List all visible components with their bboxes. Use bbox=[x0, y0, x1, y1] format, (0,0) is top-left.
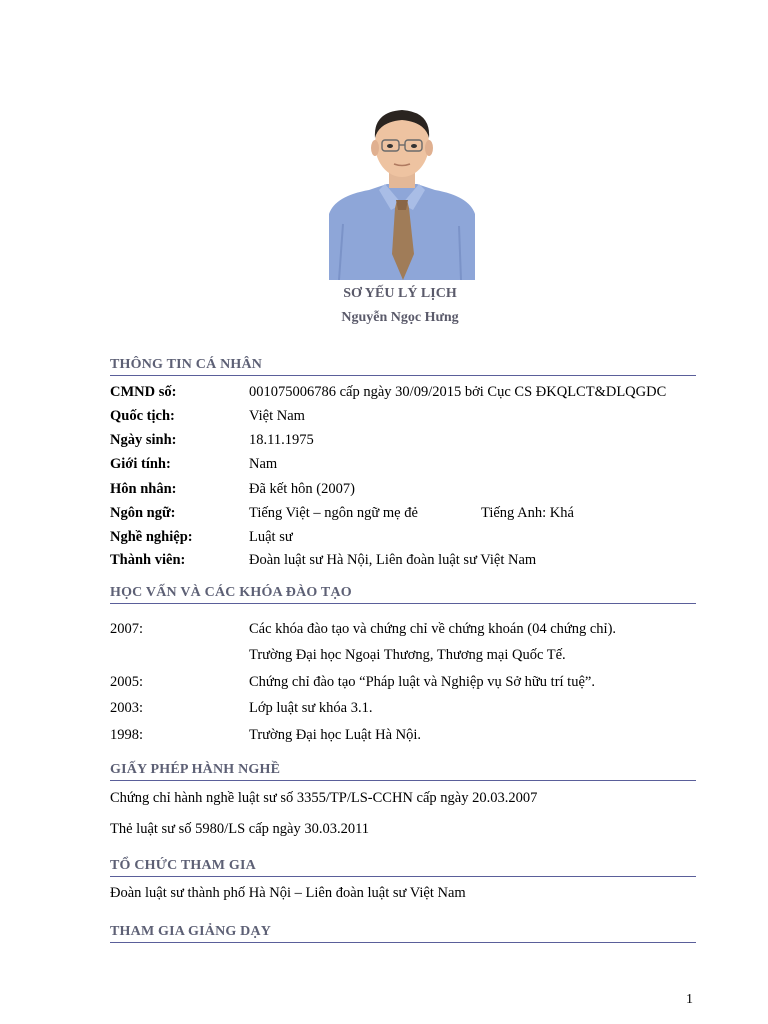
info-row-language bbox=[110, 505, 710, 525]
info-label: Thành viên: bbox=[110, 552, 186, 568]
info-label: Ngôn ngữ: bbox=[110, 505, 176, 521]
info-label: Ngày sinh: bbox=[110, 432, 177, 448]
education-detail: Lớp luật sư khóa 3.1. bbox=[249, 700, 373, 716]
info-row-membership bbox=[110, 552, 710, 572]
info-value: Tiếng Việt – ngôn ngữ mẹ đẻ bbox=[249, 505, 418, 521]
info-value: 18.11.1975 bbox=[249, 432, 314, 448]
education-detail: Trường Đại học Ngoại Thương, Thương mại Quốc Tế. bbox=[249, 647, 566, 663]
education-row bbox=[110, 647, 710, 667]
info-value: Việt Nam bbox=[249, 408, 305, 424]
education-row bbox=[110, 700, 710, 720]
info-value: Luật sư bbox=[249, 529, 293, 545]
info-row-nationality bbox=[110, 408, 710, 428]
info-value: Nam bbox=[249, 456, 278, 472]
education-row bbox=[110, 674, 710, 694]
page-number: 1 bbox=[686, 992, 693, 1007]
section-heading-license: GIẤY PHÉP HÀNH NGHỀ bbox=[110, 762, 696, 781]
education-year: 2003: bbox=[110, 700, 144, 716]
education-row bbox=[110, 621, 710, 641]
education-detail: Các khóa đào tạo và chứng chỉ về chứng khoán (04 chứng chỉ). bbox=[249, 621, 617, 637]
education-row bbox=[110, 727, 710, 747]
organization-line: Đoàn luật sư thành phố Hà Nội – Liên đoàn luật sư Việt Nam bbox=[110, 885, 466, 901]
section-heading-personal: THÔNG TIN CÁ NHÂN bbox=[110, 357, 696, 376]
info-label: CMND số: bbox=[110, 384, 177, 400]
info-row-occupation bbox=[110, 529, 710, 549]
portrait-photo bbox=[329, 104, 475, 280]
info-value-extra: Tiếng Anh: Khá bbox=[481, 505, 574, 521]
info-value: 001075006786 cấp ngày 30/09/2015 bởi Cục CS ĐKQLCT&DLQGDC bbox=[249, 384, 667, 400]
section-heading-education: HỌC VẤN VÀ CÁC KHÓA ĐÀO TẠO bbox=[110, 585, 696, 604]
info-value: Đã kết hôn (2007) bbox=[249, 481, 355, 497]
license-line: Thẻ luật sư số 5980/LS cấp ngày 30.03.2011 bbox=[110, 821, 370, 837]
info-row-birthdate bbox=[110, 432, 710, 452]
info-value: Đoàn luật sư Hà Nội, Liên đoàn luật sư Việt Nam bbox=[249, 552, 537, 568]
education-detail: Chứng chỉ đào tạo “Pháp luật và Nghiệp vụ Sở hữu trí tuệ”. bbox=[249, 674, 595, 690]
info-label: Giới tính: bbox=[110, 456, 171, 472]
section-heading-organization: TỔ CHỨC THAM GIA bbox=[110, 858, 696, 877]
info-row-marital bbox=[110, 481, 710, 501]
education-detail: Trường Đại học Luật Hà Nội. bbox=[249, 727, 422, 743]
info-row-id bbox=[110, 384, 710, 404]
person-name: Nguyễn Ngọc Hưng bbox=[341, 310, 459, 325]
education-year: 2007: bbox=[110, 621, 144, 637]
document-title: SƠ YẾU LÝ LỊCH bbox=[343, 286, 457, 301]
education-year: 1998: bbox=[110, 727, 144, 743]
info-label: Hôn nhân: bbox=[110, 481, 177, 497]
info-label: Nghề nghiệp: bbox=[110, 529, 193, 545]
info-label: Quốc tịch: bbox=[110, 408, 175, 424]
education-year: 2005: bbox=[110, 674, 144, 690]
info-row-gender bbox=[110, 456, 710, 476]
section-heading-teaching: THAM GIA GIẢNG DẠY bbox=[110, 924, 696, 943]
license-line: Chứng chỉ hành nghề luật sư số 3355/TP/LS-CCHN cấp ngày 20.03.2007 bbox=[110, 790, 538, 806]
